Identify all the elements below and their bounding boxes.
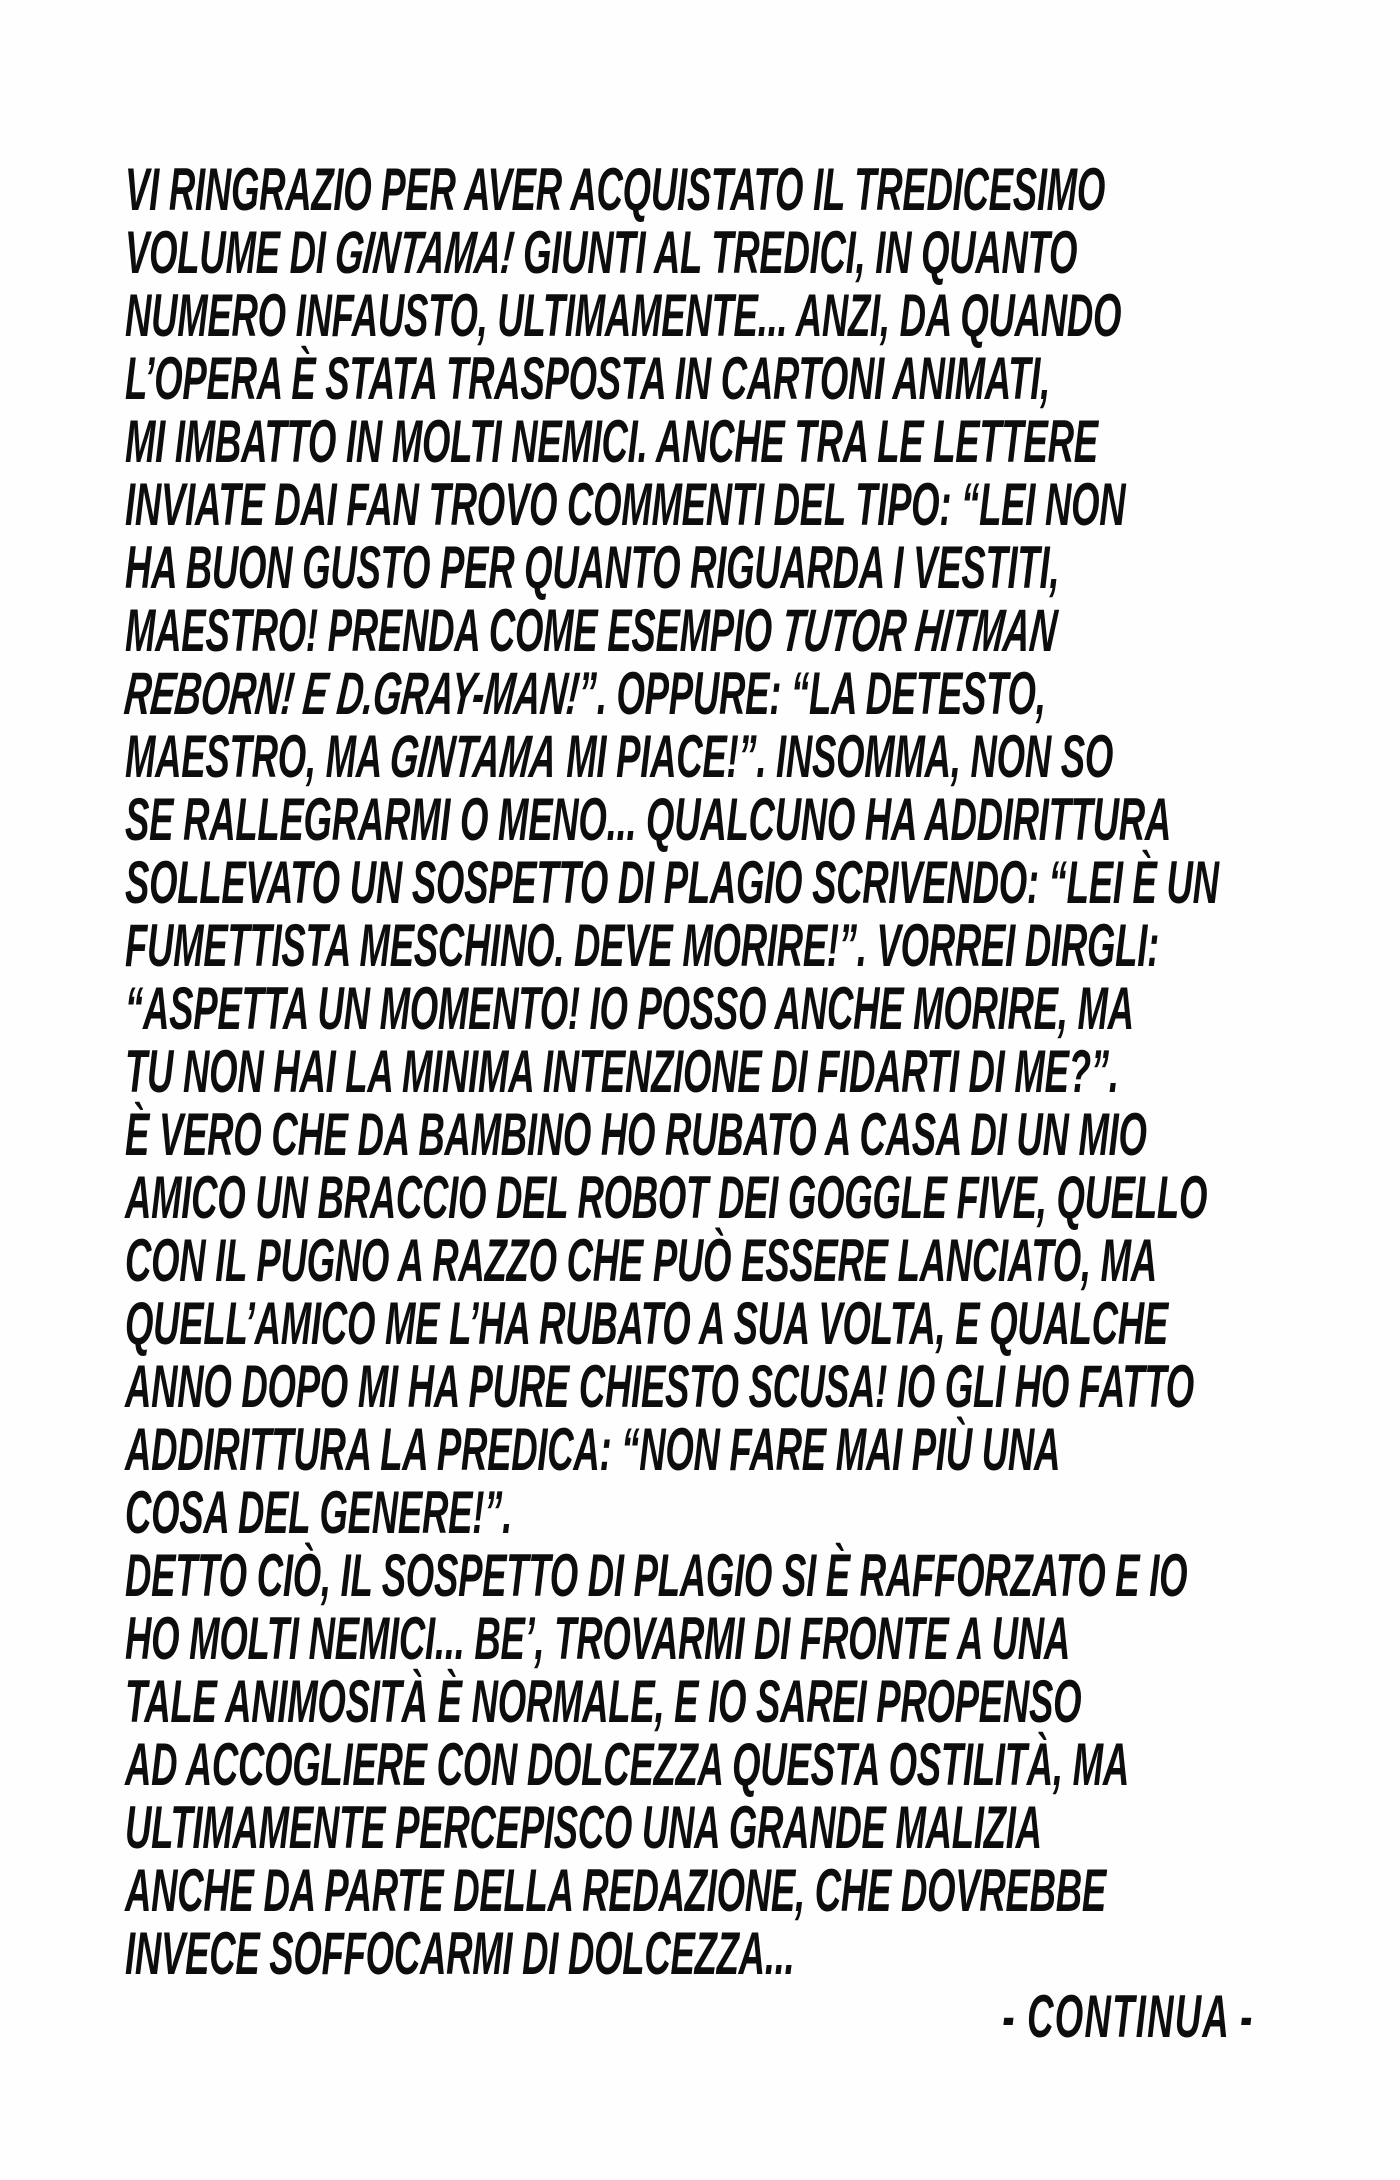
text-line bbox=[125, 1229, 1400, 1292]
text-line bbox=[125, 221, 1400, 284]
text-line bbox=[125, 536, 1400, 599]
text-segment: FUMETTISTA MESCHINO. DEVE MORIRE!”. VORREI DIRGLI: bbox=[125, 912, 1159, 979]
text-segment: NUMERO INFAUSTO, ULTIMAMENTE... ANZI, DA QUANDO bbox=[125, 282, 1122, 349]
text-segment: COSA DEL GENERE!”. bbox=[125, 1479, 512, 1546]
text-line bbox=[125, 473, 1400, 536]
continua-line bbox=[125, 1985, 1400, 2048]
text-line bbox=[121, 660, 1400, 727]
text-segment: MI IMBATTO IN MOLTI NEMICI. ANCHE TRA LE LETTERE bbox=[125, 408, 1098, 475]
text-segment: INVIATE DAI FAN TROVO COMMENTI DEL TIPO: “LEI NON bbox=[125, 471, 1126, 538]
text-segment: INVECE SOFFOCARMI DI DOLCEZZA... bbox=[125, 1920, 795, 1987]
text-segment: - CONTINUA - bbox=[1002, 1983, 1254, 2050]
text-segment: AMICO UN BRACCIO DEL ROBOT DEI GOGGLE FIVE, QUELLO bbox=[125, 1164, 1208, 1231]
text-segment: ADDIRITTURA LA PREDICA: “NON FARE MAI PIÙ UNA bbox=[125, 1416, 1061, 1483]
text-line bbox=[125, 1544, 1400, 1607]
text-line bbox=[125, 788, 1400, 851]
text-line bbox=[125, 1103, 1400, 1166]
text-segment: ”. OPPURE: “LA DETESTO, bbox=[578, 660, 1046, 727]
text-line bbox=[125, 410, 1400, 473]
text-segment: CON IL PUGNO A RAZZO CHE PUÒ ESSERE LANCIATO, MA bbox=[125, 1227, 1157, 1294]
emphasized-title-text: GINTAMA bbox=[387, 723, 560, 790]
text-line bbox=[125, 725, 1400, 788]
text-line bbox=[125, 1166, 1400, 1229]
text-segment: MI PIACE!”. INSOMMA, NON SO bbox=[556, 723, 1114, 790]
text-segment: SOLLEVATO UN SOSPETTO DI PLAGIO SCRIVENDO: “LEI È UN bbox=[125, 849, 1219, 916]
text-segment: AD ACCOGLIERE CON DOLCEZZA QUESTA OSTILITÀ, MA bbox=[125, 1731, 1129, 1798]
text-segment: SE RALLEGRARMI O MENO... QUALCUNO HA ADDIRITTURA bbox=[125, 786, 1172, 853]
text-segment: VOLUME DI bbox=[125, 219, 336, 286]
text-line bbox=[125, 977, 1400, 1040]
text-segment: MAESTRO, MA bbox=[125, 723, 391, 790]
text-segment: L’OPERA È STATA TRASPOSTA IN CARTONI ANIMATI, bbox=[125, 345, 1050, 412]
text-line bbox=[125, 1418, 1400, 1481]
text-line bbox=[125, 1481, 1400, 1544]
text-segment: ANNO DOPO MI HA PURE CHIESTO SCUSA! IO GLI HO FATTO bbox=[125, 1353, 1194, 1420]
emphasized-title-text: REBORN! E D.GRAY-MAN! bbox=[121, 660, 583, 727]
emphasized-title-text: TUTOR HITMAN bbox=[778, 597, 1060, 664]
text-line bbox=[125, 1922, 1400, 1985]
text-segment: DETTO CIÒ, IL SOSPETTO DI PLAGIO SI È RAFFORZATO E IO bbox=[125, 1542, 1188, 1609]
text-line bbox=[125, 1040, 1400, 1103]
text-segment: QUELL’AMICO ME L’HA RUBATO A SUA VOLTA, E QUALCHE bbox=[125, 1290, 1169, 1357]
text-segment: ANCHE DA PARTE DELLA REDAZIONE, CHE DOVREBBE bbox=[125, 1857, 1106, 1924]
text-segment: “ASPETTA UN MOMENTO! IO POSSO ANCHE MORIRE, MA bbox=[125, 975, 1134, 1042]
text-segment: MAESTRO! PRENDA COME ESEMPIO bbox=[125, 597, 782, 664]
text-block bbox=[121, 156, 1400, 2050]
text-line bbox=[125, 599, 1400, 662]
emphasized-title-text: GINTAMA! bbox=[332, 219, 517, 286]
text-segment: VI RINGRAZIO PER AVER ACQUISTATO IL TREDICESIMO bbox=[125, 156, 1106, 223]
text-segment: TALE ANIMOSITÀ È NORMALE, E IO SAREI PROPENSO bbox=[125, 1668, 1082, 1735]
text-segment: È VERO CHE DA BAMBINO HO RUBATO A CASA DI UN MIO bbox=[125, 1101, 1147, 1168]
text-line bbox=[125, 284, 1400, 347]
text-line bbox=[125, 158, 1400, 221]
text-line bbox=[125, 1292, 1400, 1355]
text-segment: GIUNTI AL TREDICI, IN QUANTO bbox=[513, 219, 1078, 286]
text-segment: ULTIMAMENTE PERCEPISCO UNA GRANDE MALIZIA bbox=[125, 1794, 1042, 1861]
text-segment: HO MOLTI NEMICI... BE’, TROVARMI DI FRONTE A UNA bbox=[125, 1605, 1071, 1672]
text-line bbox=[125, 914, 1400, 977]
text-line bbox=[125, 1355, 1400, 1418]
text-line bbox=[125, 1796, 1400, 1859]
text-line bbox=[125, 1859, 1400, 1922]
text-segment: HA BUON GUSTO PER QUANTO RIGUARDA I VESTITI, bbox=[125, 534, 1060, 601]
text-segment: TU NON HAI LA MINIMA INTENZIONE DI FIDARTI DI ME?”. bbox=[125, 1038, 1119, 1105]
text-line bbox=[125, 347, 1400, 410]
text-line bbox=[125, 1733, 1400, 1796]
text-line bbox=[125, 1670, 1400, 1733]
text-line bbox=[125, 1607, 1400, 1670]
text-line bbox=[125, 851, 1400, 914]
